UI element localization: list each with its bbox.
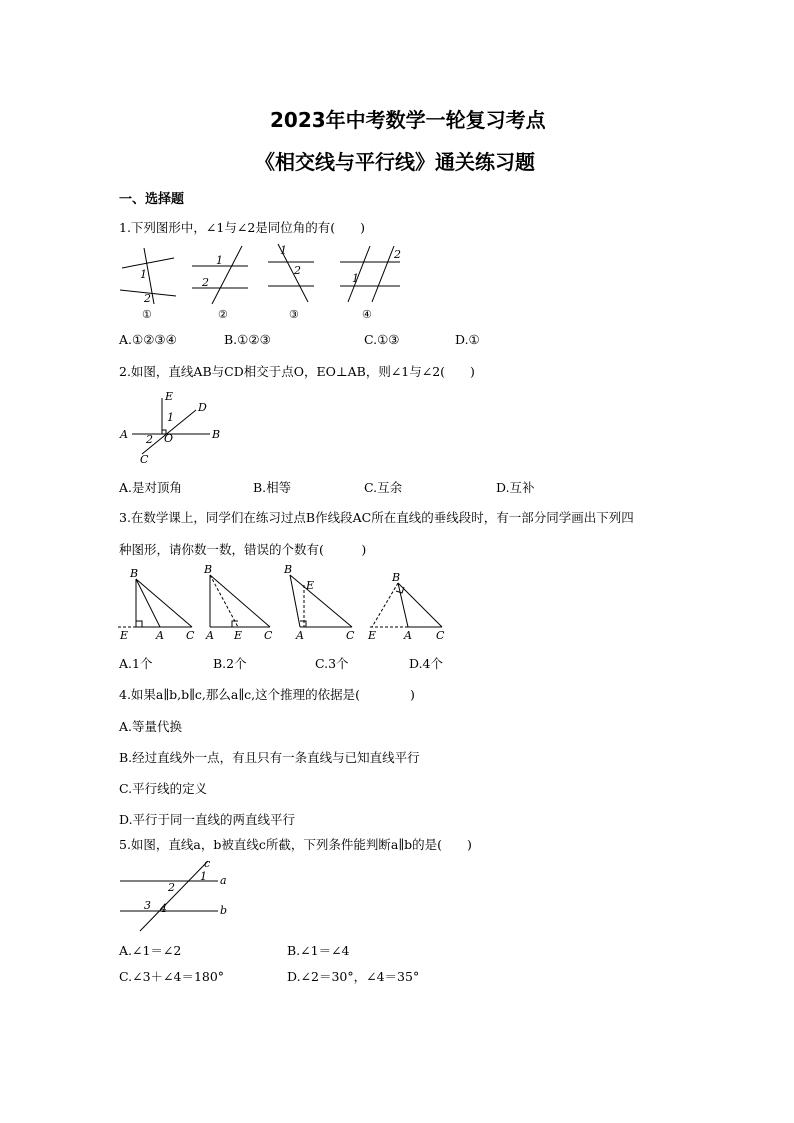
q1-fig4-angle1: 1	[352, 272, 359, 285]
q3-option-b: B.2个	[213, 656, 247, 671]
q2-point-b: B	[212, 428, 221, 441]
q2-angle-1: 1	[167, 411, 174, 424]
svg-text:A: A	[296, 629, 304, 642]
q4-option-d: D.平行于同一直线的两直线平行	[119, 812, 296, 827]
q1-fig-label-1: ①	[142, 308, 152, 321]
q1-fig-label-4: ④	[362, 308, 372, 321]
svg-text:E: E	[368, 629, 377, 642]
q2-point-d: D	[198, 401, 207, 414]
title-line-1: 2023年中考数学一轮复习考点	[270, 108, 546, 132]
q3-figures	[116, 565, 451, 640]
svg-text:B: B	[204, 563, 213, 576]
q1-fig1	[120, 248, 176, 305]
q2-option-a: A.是对顶角	[119, 480, 183, 495]
svg-text:A: A	[156, 629, 164, 642]
svg-text:B: B	[284, 563, 293, 576]
q5-option-d: D.∠2＝30°，∠4＝35°	[287, 969, 420, 984]
q3-option-d: D.4个	[409, 656, 444, 671]
svg-text:E: E	[234, 629, 243, 642]
q2-angle-2: 2	[146, 433, 153, 446]
svg-text:B: B	[130, 567, 139, 580]
q1-fig4	[340, 246, 401, 302]
q2-point-a: A	[120, 428, 128, 441]
q1-option-a: A.①②③④	[119, 332, 177, 347]
q3-fig4	[367, 571, 445, 642]
svg-text:A: A	[404, 629, 412, 642]
q3-option-c: C.3个	[315, 656, 349, 671]
q2-point-e: E	[165, 390, 174, 403]
q2-option-b: B.相等	[253, 480, 292, 495]
q5-angle-4: 4	[160, 902, 167, 915]
q1-option-c: C.①③	[364, 332, 400, 347]
q1-fig2-angle2: 2	[202, 276, 209, 289]
q2-point-o: O	[164, 432, 174, 445]
q5-label-b: b	[220, 904, 228, 917]
svg-text:A: A	[206, 629, 214, 642]
q1-fig1-angle1: 1	[140, 268, 147, 281]
q1-option-b: B.①②③	[224, 332, 271, 347]
q1-stem: 1.下列图形中，∠1与∠2是同位角的有( )	[119, 220, 366, 235]
q5-option-c: C.∠3＋∠4＝180°	[119, 969, 225, 984]
q5-angle-3: 3	[144, 899, 151, 912]
q4-option-c: C.平行线的定义	[119, 781, 208, 796]
q5-angle-1: 1	[200, 870, 207, 883]
q3-fig1	[118, 567, 195, 642]
q2-point-c: C	[140, 453, 149, 466]
svg-text:C: C	[186, 629, 195, 642]
title-line-2: 《相交线与平行线》通关练习题	[255, 150, 535, 174]
q1-fig1-angle2: 2	[144, 292, 151, 305]
q1-figures	[118, 240, 418, 320]
q4-option-b: B.经过直线外一点，有且只有一条直线与已知直线平行	[119, 750, 420, 765]
q1-fig-label-3: ③	[289, 308, 299, 321]
q1-option-d: D.①	[455, 332, 480, 347]
q3-stem-line2: 种图形，请你数一数，错误的个数有( )	[119, 542, 367, 557]
svg-text:E: E	[306, 579, 315, 592]
q2-figure	[118, 388, 228, 466]
section-title: 一、选择题	[119, 192, 185, 207]
q1-fig3	[268, 244, 314, 302]
q5-label-a: a	[220, 874, 227, 887]
q4-stem: 4.如果a∥b,b∥c,那么a∥c,这个推理的依据是( )	[119, 687, 415, 702]
q5-option-a: A.∠1＝∠2	[119, 943, 182, 958]
svg-text:B: B	[392, 571, 401, 584]
q5-stem: 5.如图，直线a，b被直线c所截，下列条件能判断a∥b的是( )	[119, 837, 472, 852]
svg-text:C: C	[436, 629, 445, 642]
q3-fig3	[283, 563, 355, 642]
svg-text:E: E	[120, 629, 129, 642]
q4-option-a: A.等量代换	[119, 719, 183, 734]
q3-option-a: A.1个	[119, 656, 153, 671]
q2-option-c: C.互余	[364, 480, 403, 495]
q5-figure	[118, 855, 238, 935]
q1-fig3-angle2: 2	[294, 264, 301, 277]
q1-fig3-angle1: 1	[280, 244, 287, 257]
q1-fig2-angle1: 1	[216, 254, 223, 267]
q3-stem-line1: 3.在数学课上，同学们在练习过点B作线段AC所在直线的垂线段时，有一部分同学画出下列四	[119, 510, 634, 525]
q1-fig4-angle2: 2	[394, 248, 401, 261]
q3-fig2	[203, 563, 273, 642]
q5-label-c: c	[204, 857, 211, 870]
q5-angle-2: 2	[168, 881, 175, 894]
q2-option-d: D.互补	[496, 480, 535, 495]
q1-fig-label-2: ②	[218, 308, 228, 321]
svg-text:C: C	[264, 629, 273, 642]
q5-option-b: B.∠1＝∠4	[287, 943, 350, 958]
q1-fig2	[192, 246, 248, 304]
svg-text:C: C	[346, 629, 355, 642]
q2-stem: 2.如图，直线AB与CD相交于点O，EO⊥AB，则∠1与∠2( )	[119, 364, 475, 379]
